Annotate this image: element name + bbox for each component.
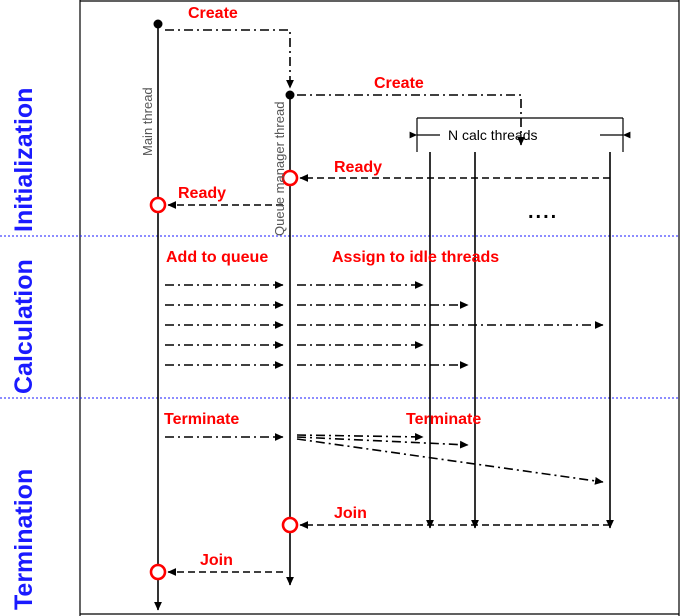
start-dot-main-thread (154, 20, 163, 29)
label-create-calc: Create (374, 75, 424, 92)
lifeline-start-markers (154, 20, 295, 100)
ellipsis-more-threads: .... (528, 201, 559, 223)
phase-label-termination: Termination (10, 468, 38, 610)
diagram-frame (80, 0, 679, 616)
lifeline-label-queue-manager-thread: Queue manager thread (272, 101, 287, 236)
label-terminate-calc: Terminate (406, 411, 482, 428)
marker-main-join (151, 565, 165, 579)
messages-calculation (165, 285, 603, 365)
phase-label-initialization: Initialization (10, 87, 38, 232)
lifeline-label-main-thread: Main thread (140, 87, 155, 156)
label-create-manager: Create (188, 5, 238, 22)
lifelines (158, 24, 610, 610)
phase-labels (10, 88, 38, 610)
marker-main-ready (151, 198, 165, 212)
phase-label-calculation: Calculation (10, 259, 38, 394)
bracket-label-n-calc-threads: N calc threads (448, 127, 538, 143)
label-ready-main: Ready (178, 185, 227, 202)
arrow-terminate-calc-n (297, 439, 603, 482)
label-join-main: Join (200, 552, 233, 569)
label-assign-to-idle-threads: Assign to idle threads (332, 249, 500, 266)
arrow-terminate-calc-2 (297, 437, 468, 445)
message-labels (164, 5, 499, 569)
start-dot-queue-manager-thread (286, 91, 295, 100)
label-join-calc: Join (334, 505, 367, 522)
arrow-terminate-calc-1 (297, 435, 423, 437)
label-add-to-queue: Add to queue (166, 249, 269, 266)
arrow-create-manager (165, 30, 290, 88)
marker-manager-join (283, 518, 297, 532)
lifeline-labels (140, 87, 287, 236)
label-terminate-main: Terminate (164, 411, 240, 428)
label-ready-calc: Ready (334, 159, 383, 176)
